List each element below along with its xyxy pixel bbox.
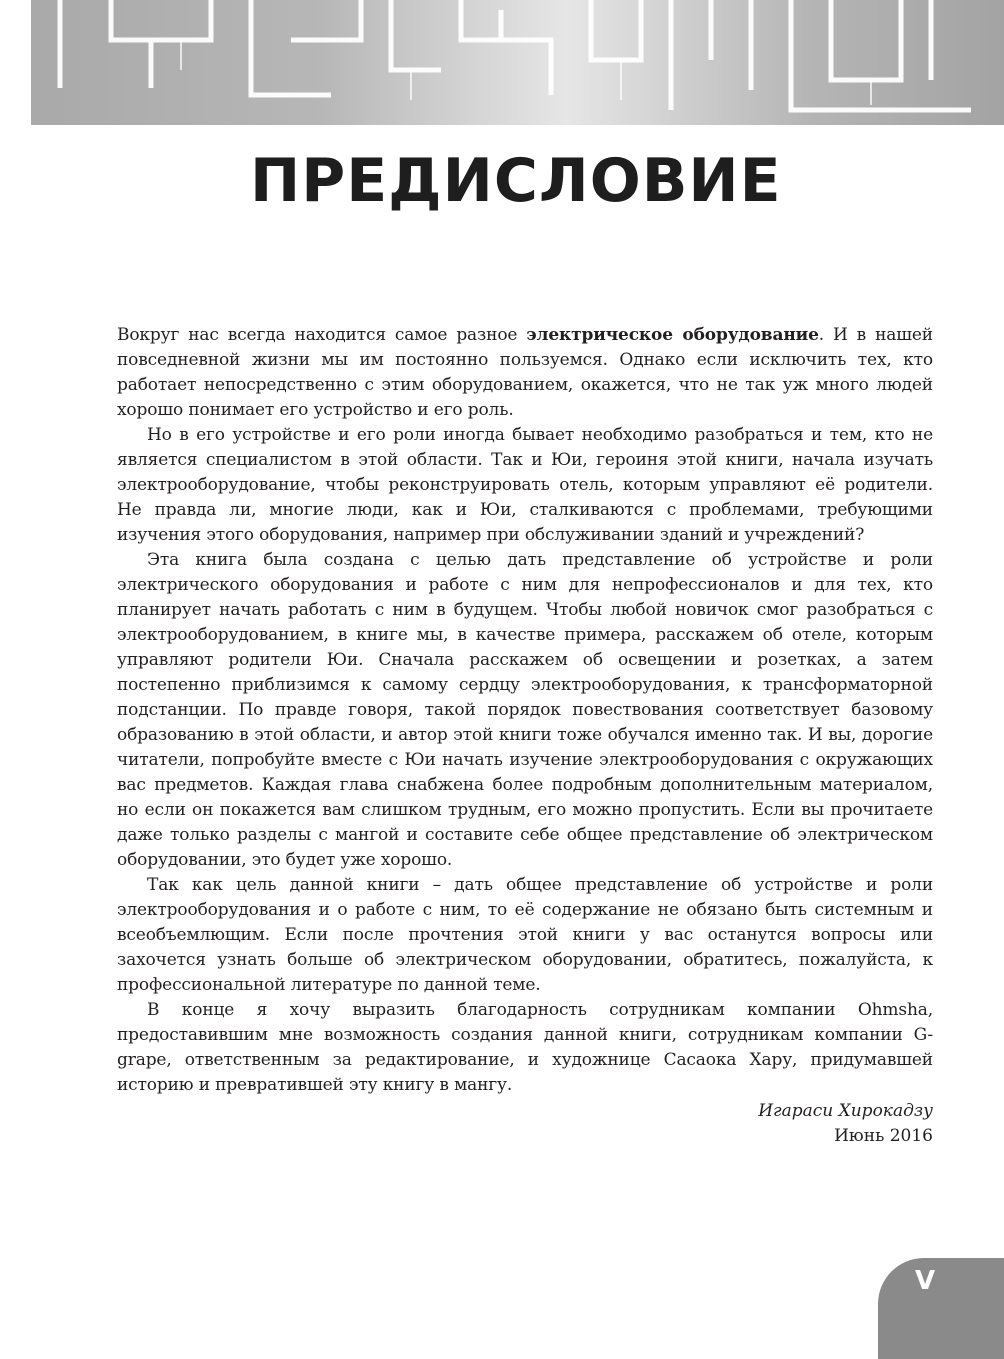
paragraph-1-end: . И в нашей повседневной жизни мы им постоянно пользуемся. Однако если исключить тех, кто работает непосредственно с этим оборудованием, окажется, что не так уж много людей хорошо понимает его устройство и его роль. — [117, 325, 933, 420]
paragraph-1-start: Вокруг нас всегда находится самое разное — [117, 325, 527, 345]
header-line-pattern — [31, 0, 1004, 125]
paragraph-4: Так как цель данной книги – дать общее представление об устройстве и роли электрооборудования и о работе с ним, то её содержание не обязано быть системным и всеобъемлющим. Если после прочтения этой книги у вас останутся вопросы или захочется узнать больше об электрическом оборудовании, обратитесь, пожалуйста, к профессиональной литературе по данной теме. — [117, 875, 933, 995]
signature-block — [758, 1099, 933, 1149]
paragraph-1-emphasis: электрическое оборудование — [526, 325, 819, 345]
preface-body — [117, 323, 933, 1098]
page-number: V — [914, 1266, 936, 1296]
header-decor-band — [31, 0, 1004, 125]
paragraph-5: В конце я хочу выразить благодарность сотрудникам компании Ohmsha, предоставившим мне возможность создания данной книги, сотрудникам компании G-grape, ответственным за редактирование, и художнице Сасаока Хару, придумавшей историю и превратившей эту книгу в мангу. — [117, 1000, 933, 1095]
paragraph-2: Но в его устройстве и его роли иногда бывает необходимо разобраться и тем, кто не является специалистом в этой области. Так и Юи, героиня этой книги, начала изучать электрооборудование, чтобы реконструировать отель, которым управляют её родители. Не правда ли, многие люди, как и Юи, сталкиваются с проблемами, требующими изучения этого оборудования, например при обслуживании зданий и учреждений? — [117, 425, 933, 545]
signature-date: Июнь 2016 — [834, 1126, 933, 1146]
paragraph-3: Эта книга была создана с целью дать представление об устройстве и роли электрического оборудования и работе с ним для непрофессионалов и для тех, кто планирует начать работать с ним в будущем. Чтобы любой новичок смог разобраться с электрооборудованием, в книге мы, в качестве примера, расскажем об отеле, которым управляют родители Юи. Сначала расскажем об освещении и розетках, а затем постепенно приблизимся к самому сердцу электрооборудования, к трансформаторной подстанции. По правде говоря, такой порядок повествования соответствует базовому образованию в этой области, и автор этой книги тоже обучался именно так. И вы, дорогие читатели, попробуйте вместе с Юи начать изучение электрооборудования с окружающих вас предметов. Каждая глава снабжена более подробным дополнительным материалом, но если он покажется вам слишком трудным, его можно пропустить. Если вы прочитаете даже только разделы с мангой и составите себе общее представление об электрическом оборудовании, это будет уже хорошо. — [117, 550, 933, 870]
page-number-tab — [878, 1258, 1004, 1359]
paragraph-1 — [117, 323, 933, 423]
page-title: ПРЕДИСЛОВИЕ — [250, 146, 782, 216]
author-name: Игараси Хирокадзу — [758, 1101, 933, 1121]
